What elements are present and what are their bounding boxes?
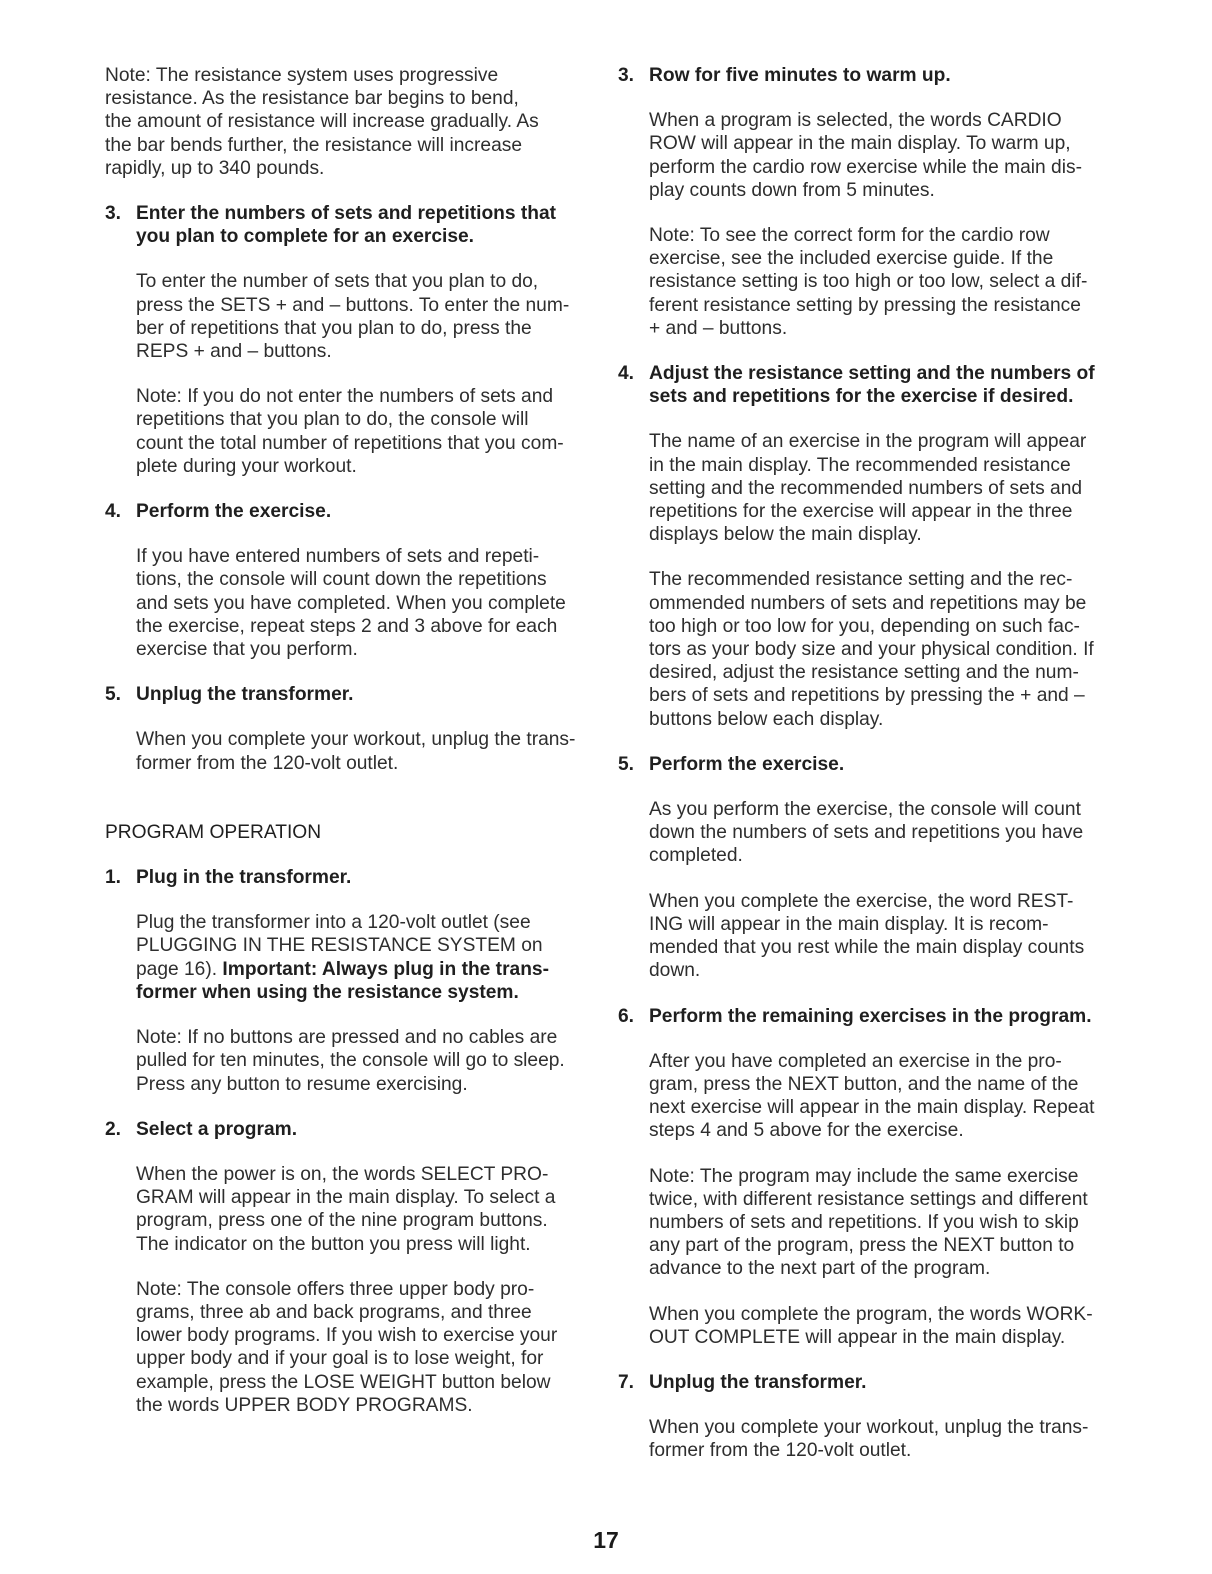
right-column — [618, 64, 1108, 1485]
paragraph-sets-reps: To enter the number of sets that you plan to do, press the SETS + and – buttons. To enter the num- ber of repetitions that you plan to do, press the REPS + and – buttons. — [136, 271, 570, 363]
step-title: Perform the remaining exercises in the program. — [649, 1005, 1092, 1027]
step-title: Unplug the transformer. — [649, 1371, 867, 1393]
note-same-exercise: Note: The program may include the same exercise twice, with different resistance settings and different numbers of sets and repetitions. If you wish to skip any part of the program, press the NEXT button to advance to the next part of the program. — [649, 1165, 1088, 1280]
paragraph-plug-in — [105, 911, 590, 1004]
paragraph-cardio-row: When a program is selected, the words CARDIO ROW will appear in the main display. To warm up, perform the cardio row exercise while the main dis- play counts down from 5 minutes. — [649, 110, 1082, 201]
program-step-4-heading — [618, 362, 1108, 408]
step-title: Unplug the transformer. — [136, 684, 354, 706]
step-number: 4. — [618, 363, 635, 385]
program-step-2-heading — [105, 1118, 590, 1141]
step-number: 3. — [105, 203, 122, 225]
step-number: 3. — [618, 65, 635, 86]
program-step-7-heading — [618, 1371, 1108, 1394]
step-title: Adjust the resistance setting and the numbers of sets and repetitions for the exercise if desired. — [649, 363, 1095, 408]
step-number: 5. — [105, 684, 122, 706]
step-number: 6. — [618, 1005, 635, 1027]
paragraph-perform: If you have entered numbers of sets and repeti- tions, the console will count down the repetitions and sets you have completed. When you complete the exercise, repeat steps 2 and 3 above for each exercise that you perform. — [136, 546, 566, 661]
step-4-heading — [105, 500, 590, 523]
step-title: Row for five minutes to warm up. — [649, 65, 951, 86]
step-number: 1. — [105, 867, 122, 889]
step-title: Perform the exercise. — [136, 501, 332, 523]
important-warning: Important: Always plug in the trans- former when using the resistance system. — [136, 958, 549, 1003]
section-heading: PROGRAM OPERATION — [105, 821, 322, 843]
paragraph-resting: When you complete the exercise, the word REST- ING will appear in the main display. It is recom- mended that you rest while the main display counts down. — [649, 890, 1085, 982]
paragraph-countdown: As you perform the exercise, the console will count down the numbers of sets and repetitions you have completed. — [649, 799, 1084, 867]
note-correct-form: Note: To see the correct form for the cardio row exercise, see the included exercise guide. If the resistance setting is too high or too low, select a dif- ferent resistance setting by pressing the resistance + and – buttons. — [649, 225, 1088, 339]
step-number: 7. — [618, 1371, 635, 1393]
step-title: Select a program. — [136, 1118, 298, 1140]
note-sleep: Note: If no buttons are pressed and no cables are pulled for ten minutes, the console will go to sleep. Press any button to resume exercising. — [136, 1027, 565, 1095]
program-step-5-heading — [618, 753, 1108, 776]
program-step-6-heading — [618, 1005, 1108, 1028]
paragraph-recommended: The recommended resistance setting and the rec- ommended numbers of sets and repetitions may be too high or too low for you, depending on such fac- tors as your body size and your physical condition. If desired, adjust the resistance setting and the num- bers of sets and repetitions by pressing the + and – buttons below each display. — [649, 569, 1094, 730]
paragraph-select-program: When the power is on, the words SELECT PRO- GRAM will appear in the main display. To select a program, press one of the nine program buttons. The indicator on the button you press will light. — [136, 1163, 556, 1255]
step-title: Plug in the transformer. — [136, 867, 352, 889]
paragraph-unplug-program: When you complete your workout, unplug the trans- former from the 120-volt outlet. — [649, 1417, 1089, 1462]
step-number: 2. — [105, 1118, 122, 1140]
note-sets-reps: Note: If you do not enter the numbers of sets and repetitions that you plan to do, the console will count the total number of repetitions that you com- plete during your workout. — [136, 386, 564, 477]
paragraph-unplug: When you complete your workout, unplug the trans- former from the 120-volt outlet. — [136, 729, 576, 774]
program-step-3-heading — [618, 64, 1108, 87]
paragraph-exercise-name: The name of an exercise in the program will appear in the main display. The recommended resistance setting and the recommended numbers of sets and repetitions for the exercise will appear in the three displays below the main display. — [649, 431, 1087, 546]
step-3-heading — [105, 202, 590, 248]
step-5-heading — [105, 683, 590, 706]
program-step-1-heading — [105, 866, 590, 889]
left-column — [105, 64, 590, 1439]
paragraph-next-button: After you have completed an exercise in the pro- gram, press the NEXT button, and the name of the next exercise will appear in the main display. Repeat steps 4 and 5 above for the exercise. — [649, 1050, 1095, 1142]
note-programs: Note: The console offers three upper body pro- grams, three ab and back programs, and three lower body programs. If you wish to exercise your upper body and if your goal is to lose weight, for example, press the LOSE WEIGHT button below the words UPPER BODY PROGRAMS. — [136, 1278, 558, 1416]
note-progressive-resistance: Note: The resistance system uses progressive resistance. As the resistance bar begins to bend, the amount of resistance will increase gradually. As the bar bends further, the resistance will increase rapidly, up to 340 pounds. — [105, 65, 539, 179]
step-number: 5. — [618, 753, 635, 775]
paragraph-workout-complete: When you complete the program, the words WORK- OUT COMPLETE will appear in the main display. — [649, 1303, 1093, 1348]
plug-in-text: Plug the transformer into a 120-volt outlet (see PLUGGING IN THE RESISTANCE SYSTEM on page 16). — [136, 912, 543, 980]
step-title: Enter the numbers of sets and repetitions that you plan to complete for an exercise. — [136, 203, 557, 248]
step-title: Perform the exercise. — [649, 753, 845, 775]
page-number: 17 — [593, 1527, 619, 1553]
step-number: 4. — [105, 501, 122, 523]
